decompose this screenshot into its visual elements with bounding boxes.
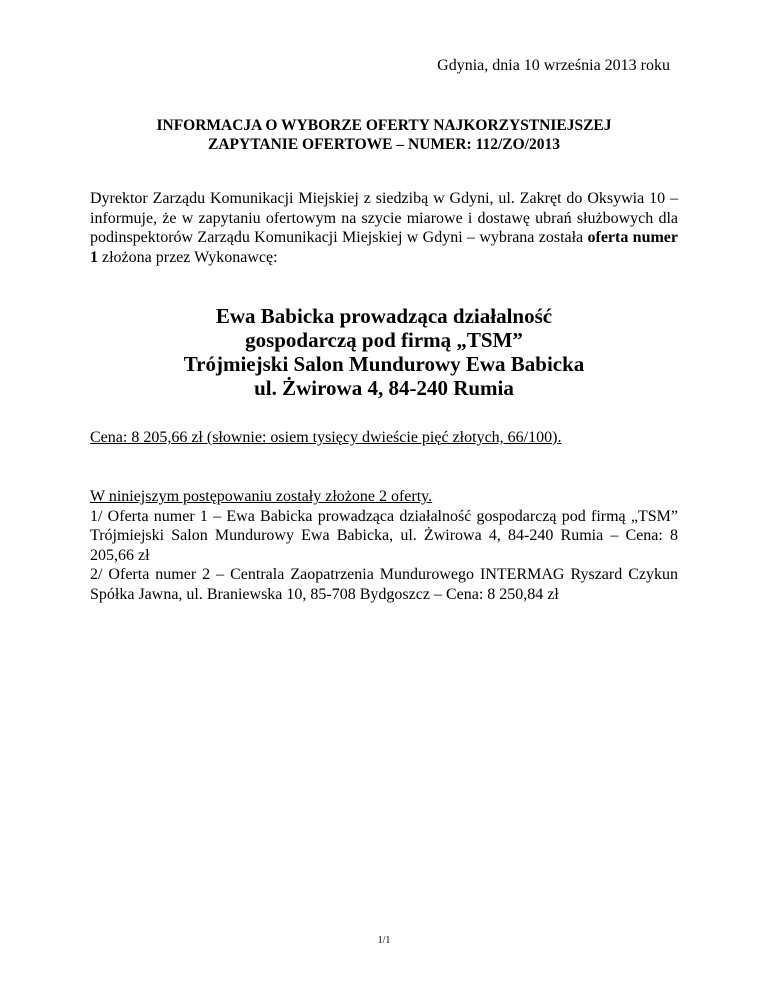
selected-contractor <box>90 304 678 400</box>
intro-paragraph <box>90 189 678 267</box>
heading-subtitle: ZAPYTANIE OFERTOWE – NUMER: 112/ZO/2013 <box>208 136 560 153</box>
intro-text-before: Dyrektor Zarządu Komunikacji Miejskiej z siedzibą w Gdyni, ul. Zakręt do Oksywia 10 – informuje, że w zapytaniu ofertowym na szycie miarowe i dostawę ubrań służbowych dla podinspektorów Zarządu Komunikacji Miejskiej w Gdyni – wybrana została <box>90 190 678 246</box>
offer-item-2: 2/ Oferta numer 2 – Centrala Zaopatrzenia Mundurowego INTERMAG Ryszard Czykun Spółka Jawna, ul. Braniewska 10, 85-708 Bydgoszcz – Cena: 8 250,84 zł <box>90 566 678 603</box>
offers-summary-text: W niniejszym postępowaniu zostały złożone 2 oferty. <box>90 488 433 505</box>
offers-section <box>90 487 678 604</box>
contractor-line-4: ul. Żwirowa 4, 84-240 Rumia <box>254 376 514 400</box>
intro-bold-offer: oferta numer 1 <box>90 229 679 266</box>
contractor-line-1: Ewa Babicka prowadząca działalność <box>215 304 553 328</box>
contractor-line-2: gospodarczą pod firmą „TSM” <box>245 328 523 352</box>
contractor-line-3: Trójmiejski Salon Mundurowy Ewa Babicka <box>183 352 585 376</box>
date-line: Gdynia, dnia 10 września 2013 roku <box>437 57 670 74</box>
offers-summary <box>90 487 678 507</box>
offer-item-1: 1/ Oferta numer 1 – Ewa Babicka prowadząca działalność gospodarczą pod firmą „TSM” Trójmiejski Salon Mundurowy Ewa Babicka, ul. Żwirowa 4, 84-240 Rumia – Cena: 8 205,66 zł <box>90 507 678 564</box>
price-text: Cena: 8 205,66 zł (słownie: osiem tysięcy dwieście pięć złotych, 66/100). <box>90 429 562 446</box>
page-number: 1/1 <box>377 935 391 946</box>
document-heading <box>90 116 678 154</box>
heading-title: INFORMACJA O WYBORZE OFERTY NAJKORZYSTNIEJSZEJ <box>156 117 612 134</box>
price-line <box>90 428 678 448</box>
intro-text-after: złożona przez Wykonawcę: <box>98 248 278 266</box>
